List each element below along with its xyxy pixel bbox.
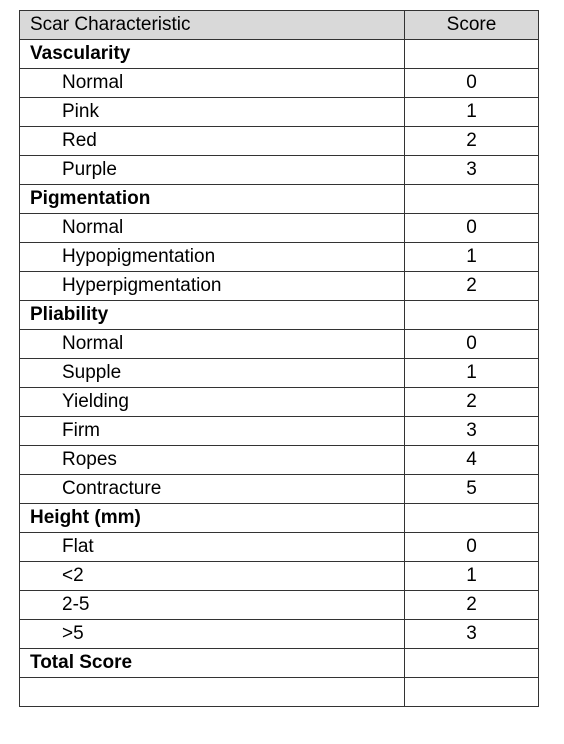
category-row-label: Vascularity <box>20 40 405 69</box>
table-row-label: Supple <box>20 359 405 388</box>
category-row <box>20 504 539 533</box>
table-row <box>20 417 539 446</box>
table-row-score: 1 <box>405 98 539 127</box>
table-row-score: 4 <box>405 446 539 475</box>
table-row-score: 0 <box>405 533 539 562</box>
blank-row-label <box>20 678 405 707</box>
table-row-label: Pink <box>20 98 405 127</box>
table-row-score: 0 <box>405 330 539 359</box>
table-row <box>20 156 539 185</box>
table-row <box>20 272 539 301</box>
category-row-score <box>405 504 539 533</box>
table-row-label: <2 <box>20 562 405 591</box>
table-row-label: Hyperpigmentation <box>20 272 405 301</box>
table-row-score: 2 <box>405 388 539 417</box>
category-row-label: Pliability <box>20 301 405 330</box>
table-row-score: 0 <box>405 69 539 98</box>
table-row <box>20 533 539 562</box>
table-row-score: 5 <box>405 475 539 504</box>
category-row <box>20 40 539 69</box>
category-row-score <box>405 185 539 214</box>
category-row-score <box>405 301 539 330</box>
table-row <box>20 330 539 359</box>
table-row-label: Yielding <box>20 388 405 417</box>
blank-row <box>20 678 539 707</box>
table-row-label: Normal <box>20 330 405 359</box>
header-characteristic: Scar Characteristic <box>20 11 405 40</box>
table-row-label: Ropes <box>20 446 405 475</box>
table-row-label: Normal <box>20 69 405 98</box>
table-row-score: 1 <box>405 562 539 591</box>
table-row <box>20 475 539 504</box>
table-row <box>20 446 539 475</box>
table-header-row <box>20 11 539 40</box>
table-row-label: >5 <box>20 620 405 649</box>
table-row <box>20 127 539 156</box>
table-row-score: 1 <box>405 359 539 388</box>
total-score-row-score <box>405 649 539 678</box>
table-row-label: 2-5 <box>20 591 405 620</box>
table-row <box>20 243 539 272</box>
table-row <box>20 562 539 591</box>
table-row-label: Purple <box>20 156 405 185</box>
total-score-row <box>20 649 539 678</box>
blank-row-score <box>405 678 539 707</box>
table-row <box>20 214 539 243</box>
table-row <box>20 69 539 98</box>
table-row-label: Contracture <box>20 475 405 504</box>
table-row-label: Flat <box>20 533 405 562</box>
table-row-score: 2 <box>405 272 539 301</box>
scar-scoring-table <box>19 10 539 707</box>
table-row <box>20 98 539 127</box>
table-row-score: 3 <box>405 620 539 649</box>
table-row <box>20 591 539 620</box>
category-row <box>20 301 539 330</box>
header-score: Score <box>405 11 539 40</box>
table-row-score: 1 <box>405 243 539 272</box>
category-row-label: Height (mm) <box>20 504 405 533</box>
table-body <box>20 40 539 707</box>
total-score-row-label: Total Score <box>20 649 405 678</box>
category-row-score <box>405 40 539 69</box>
table-row-label: Firm <box>20 417 405 446</box>
table-row <box>20 359 539 388</box>
table-row-score: 2 <box>405 127 539 156</box>
table-row-label: Normal <box>20 214 405 243</box>
table-row-score: 3 <box>405 417 539 446</box>
table-row <box>20 620 539 649</box>
table-row <box>20 388 539 417</box>
table-row-score: 2 <box>405 591 539 620</box>
category-row <box>20 185 539 214</box>
table-row-score: 0 <box>405 214 539 243</box>
table-row-score: 3 <box>405 156 539 185</box>
table-row-label: Hypopigmentation <box>20 243 405 272</box>
table-row-label: Red <box>20 127 405 156</box>
category-row-label: Pigmentation <box>20 185 405 214</box>
